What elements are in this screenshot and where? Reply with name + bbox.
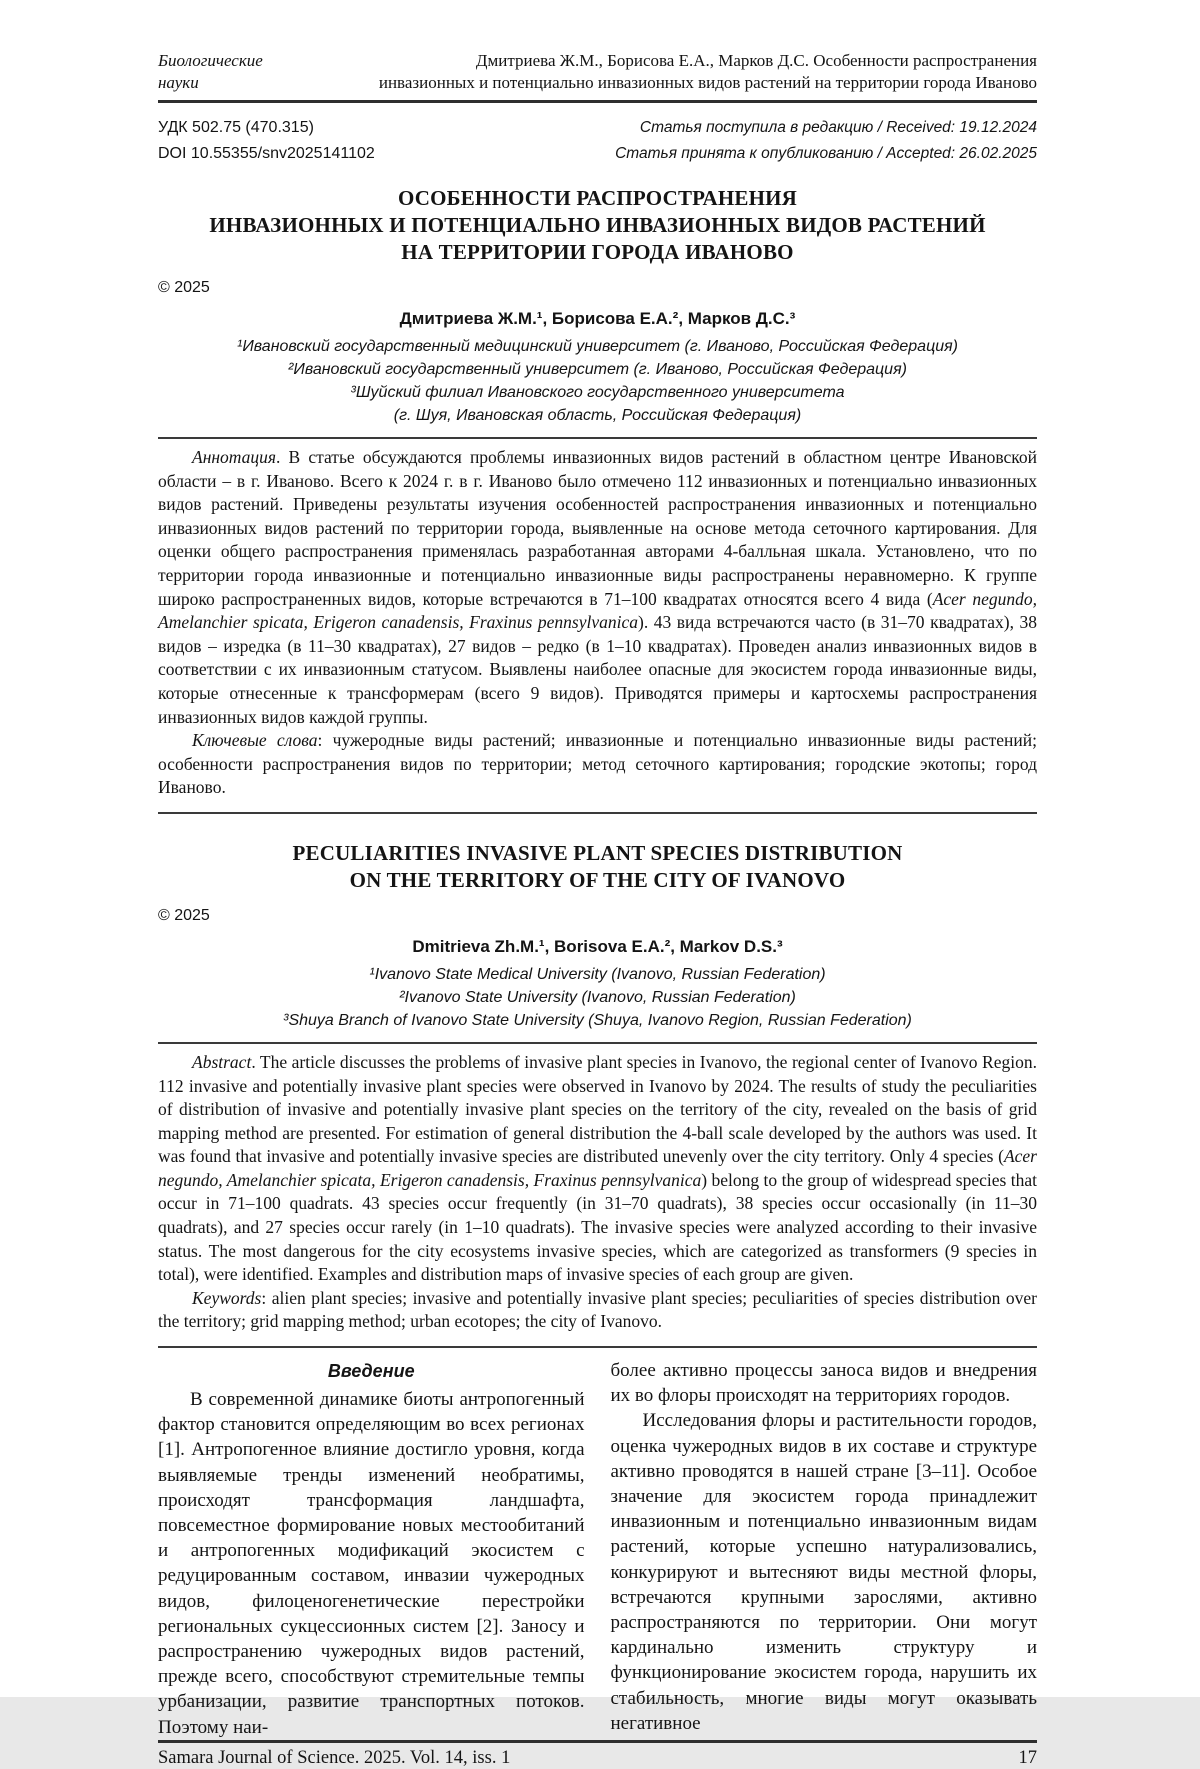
abstract-ru-text-1: . В статье обсуждаются проблемы инвазионных видов растений в областном центре Ивановской области – в г. Иваново. Всего к 2024 г. в г. Иваново было отмечено 112 инвазионных и потенциально инвазионных видов растений. Приведены результаты изучения особенностей распространения инвазионных и потенциально инвазионных видов растений по территории города, выявленные на основе метода сеточного картирования. Для оценки общего распространения применялась разработанная авторами 4-балльная шкала. Установлено, что по территории города инвазионные и потенциально инвазионные виды распространены неравномерно. К группе широко распространенных видов, которые встречаются в 71–100 квадратах относятся всего 4 вида ( [158,447,1037,609]
meta-row-doi [158,145,1037,163]
journal-section-line-1: Биологические [158,51,263,70]
copyright-ru: © 2025 [158,279,210,296]
abstract-ru-label: Аннотация [192,447,277,467]
keywords-ru-paragraph [158,729,1037,800]
abstract-en-text-2: ) belong to the group of widespread species that occur in 71–100 quadrats. 43 species occur frequently (in 31–70 quadrats), 38 species occur occasionally (in 11–30 quadrats), and 27 species occur rarely (in 1–10 quadrats). The invasive species were analyzed according to their invasive status. The most dangerous for the city ecosystems invasive species, which are categorized as transformers (9 species in total), were identified. Examples and distribution maps of invasive species of each group are given. [158,1169,1037,1285]
journal-section-line-2: науки [158,73,199,92]
affiliation-ru-3: ³Шуйский филиал Ивановского государственного университета [350,384,845,401]
page-footer [158,1740,1037,1769]
article-title-ru-line-2: ИНВАЗИОННЫХ И ПОТЕНЦИАЛЬНО ИНВАЗИОННЫХ ВИДОВ РАСТЕНИЙ [209,213,986,237]
received-date: Статья поступила в редакцию / Received: 19.12.2024 [639,119,1037,136]
udk-number: УДК 502.75 (470.315) [158,119,314,136]
journal-section-label [158,50,263,94]
running-title [379,50,1037,94]
article-title-ru-line-3: НА ТЕРРИТОРИИ ГОРОДА ИВАНОВО [401,240,794,264]
article-title-ru [158,185,1037,266]
intro-right-paragraph-2: Исследования флоры и растительности городов, оценка чужеродных видов в их составе и структуре активно проводятся в нашей стране [3–11]. Особое значение для экосистем города принадлежит инвазионным и потенциально инвазионным видам растений, которые успешно натурализовались, конкурируют и вытесняют виды местной флоры, встречаются крупными зарослями, активно распространяются по территории. Они могут кардинально изменить структуру и функционирование экосистем города, нарушить их стабильность, многие виды могут оказывать негативное [610,1410,1037,1734]
keywords-en-text: : alien plant species; invasive and potentially invasive plant species; peculiarities of species distribution over the territory; grid mapping method; urban ecotopes; the city of Ivanovo. [158,1287,1037,1332]
section-divider [158,812,1037,814]
affiliations-en [158,963,1037,1032]
abstract-en-label: Abstract [192,1051,252,1072]
authors-ru: Дмитриева Ж.М.¹, Борисова Е.А.², Марков Д.С.³ [399,309,796,328]
footer-page-number: 17 [1018,1747,1037,1768]
page-header [158,50,1037,103]
intro-right-paragraph-1: более активно процессы заноса видов и внедрения их во флоры происходят на территориях городов. [610,1360,1037,1407]
keywords-en-paragraph [158,1287,1037,1334]
accepted-date: Статья принята к опубликованию / Accepted: 26.02.2025 [615,145,1037,162]
abstract-en-species-list: Acer negundo, Amelanchier spicata, Erigeron canadensis, Fraxinus pennsylvanica [158,1146,1037,1190]
doi-number: DOI 10.55355/snv2025141102 [158,145,375,162]
intro-right-column [611,1358,1038,1740]
meta-row-udk [158,119,1037,137]
abstract-en-text-1: . The article discusses the problems of invasive plant species in Ivanovo, the regional center of Ivanovo Region. 112 invasive and potentially invasive plant species were observed in Ivanovo by 2024. The results of study the peculiarities of distribution of invasive and potentially invasive plant species on the territory of the city, revealed on the basis of grid mapping method are presented. For estimation of general distribution the 4-ball scale developed by the authors was used. It was found that invasive and potentially invasive species are distributed unevenly over the city territory. Only 4 species ( [158,1051,1037,1167]
article-title-en [158,840,1037,894]
intro-columns [158,1358,1037,1740]
section-divider [158,1042,1037,1044]
intro-left-paragraph: В современной динамике биоты антропогенный фактор становится определяющим во всех регионах [1]. Антропогенное влияние достигло уровня, когда выявляемые тренды изменений необратимы, происходят трансформация ландшафта, повсеместное формирование новых местообитаний и антропогенных модификаций экосистем с редуцированным составом, инвазии чужеродных видов, филоценогенетические перестройки региональных сукцессионных систем [2]. Заносу и распространению чужеродных видов растений, прежде всего, способствуют стремительные темпы урбанизации, развитие транспортных потоков. Поэтому наи- [158,1389,585,1738]
article-title-ru-line-1: ОСОБЕННОСТИ РАСПРОСТРАНЕНИЯ [397,186,798,210]
keywords-en-label: Keywords [192,1287,262,1308]
running-title-line-2: инвазионных и потенциально инвазионных видов растений на территории города Иваново [378,73,1037,92]
abstract-ru-block [158,446,1037,800]
abstract-ru-paragraph [158,446,1037,729]
intro-heading: Введение [327,1361,415,1382]
abstract-ru-species-list: Acer negundo, Amelanchier spicata, Erigeron canadensis, Fraxinus pennsylvanica [158,588,1037,633]
keywords-ru-label: Ключевые слова [192,730,318,751]
authors-en: Dmitrieva Zh.M.¹, Borisova E.A.², Markov D.S.³ [412,936,783,956]
keywords-ru-text: : чужеродные виды растений; инвазионные и потенциально инвазионные виды растений; особенности распространения видов по территории; метод сеточного картирования; городские экотопы; город Иваново. [158,730,1038,798]
section-divider [158,1346,1037,1348]
abstract-en-block [158,1051,1037,1334]
abstract-ru-text-2: ). 43 вида встречаются часто (в 31–70 квадратах), 38 видов – изредка (в 11–30 квадратах), 27 видов – редко (в 1–10 квадратах). Проведен анализ инвазионных видов в соответствии с их инвазионным статусом. Выявлены наиболее опасные для экосистем города инвазионные виды, которые отнесенные к трансформерам (всего 9 видов). Приводятся примеры и картосхемы распространения инвазионных видов каждой группы. [158,612,1037,727]
affiliation-ru-4: (г. Шуя, Ивановская область, Российская Федерация) [393,407,802,424]
article-title-en-line-2: ON THE TERRITORY OF THE CITY OF IVANOVO [349,867,846,892]
affiliation-en-3: ³Shuya Branch of Ivanovo State University (Shuya, Ivanovo Region, Russian Federation) [283,1011,912,1029]
article-title-en-line-1: PECULIARITIES INVASIVE PLANT SPECIES DISTRIBUTION [292,840,903,865]
affiliation-ru-1: ¹Ивановский государственный медицинский университет (г. Иваново, Российская Федерация) [237,338,958,355]
running-title-line-1: Дмитриева Ж.М., Борисова Е.А., Марков Д.С. Особенности распространения [475,51,1037,70]
affiliation-en-1: ¹Ivanovo State Medical University (Ivanovo, Russian Federation) [369,965,826,983]
affiliations-ru [158,335,1037,427]
section-divider [158,437,1037,439]
affiliation-ru-2: ²Ивановский государственный университет (г. Иваново, Российская Федерация) [288,361,907,378]
copyright-en: © 2025 [158,906,210,924]
affiliation-en-2: ²Ivanovo State University (Ivanovo, Russian Federation) [399,988,796,1006]
abstract-en-paragraph [158,1051,1037,1287]
footer-journal-ref: Samara Journal of Science. 2025. Vol. 14, iss. 1 [158,1747,511,1768]
intro-left-column [158,1358,585,1740]
